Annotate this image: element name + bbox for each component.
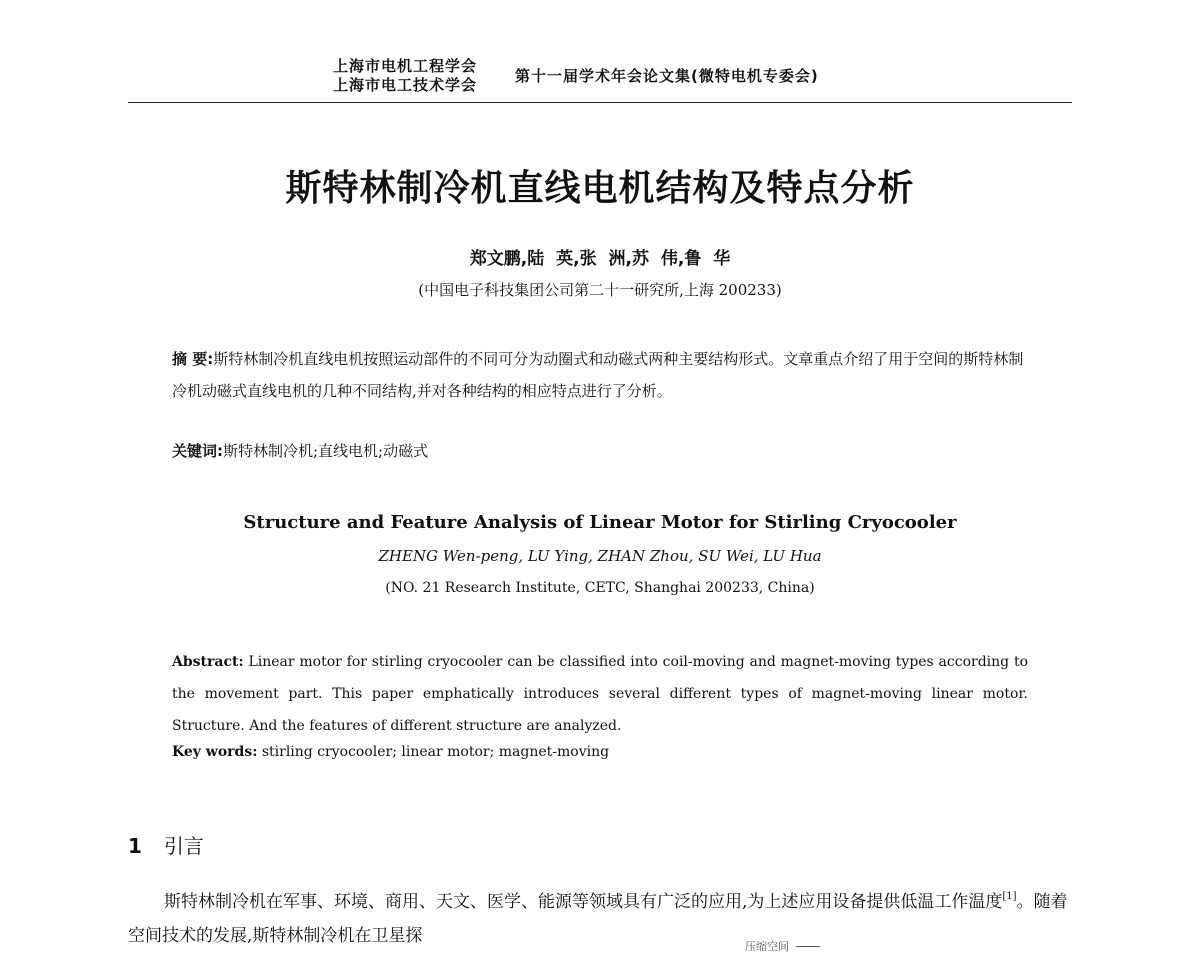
keywords-cn [172,440,428,461]
keywords-en-label: Key words: [172,744,258,760]
abstract-cn [172,343,1032,407]
header-society-2: 上海市电工技术学会 [333,76,478,94]
section-title: 引言 [163,834,204,858]
paper-title: 斯特林制冷机直线电机结构及特点分析 [285,168,915,209]
citation-ref: [1] [1002,891,1017,902]
header-societies [333,57,477,95]
header-rule [128,102,1072,103]
english-title: Structure and Feature Analysis of Linear Motor for Stirling Cryocooler [243,512,957,533]
intro-paragraph [128,880,1073,953]
abstract-en-text: Linear motor for stirling cryocooler can be classified into coil-moving and magnet-moving types according to the movement part. This paper emphatically introduces several different types of magnet-moving linear motor. Structure. And the features of different structure are analyzed. [172,654,1028,734]
keywords-cn-text: 斯特林制冷机;直线电机;动磁式 [223,442,429,460]
intro-text-2: 。随着空间技术的发展,斯特林制冷机在卫星探 [128,892,1068,946]
english-authors: ZHENG Wen-peng, LU Ying, ZHAN Zhou, SU Wei, LU Hua [378,547,822,565]
abstract-cn-text: 斯特林制冷机直线电机按照运动部件的不同可分为动圈式和动磁式两种主要结构形式。文章重点介绍了用于空间的斯特林制冷机动磁式直线电机的几种不同结构,并对各种结构的相应特点进行了分析。 [172,350,1024,400]
keywords-cn-label: 关键词: [172,442,223,460]
header-society-1: 上海市电机工程学会 [333,57,478,75]
abstract-en-label: Abstract: [172,654,244,670]
keywords-en [172,744,609,760]
affiliation: (中国电子科技集团公司第二十一研究所,上海 200233) [418,281,782,299]
keywords-en-text: stirling cryocooler; linear motor; magnet-moving [261,744,610,760]
header-proceedings: 第十一届学术年会论文集(微特电机专委会) [515,67,819,85]
english-affiliation: (NO. 21 Research Institute, CETC, Shanghai 200233, China) [385,580,815,596]
intro-text-1: 斯特林制冷机在军事、环境、商用、天文、医学、能源等领域具有广泛的应用,为上述应用设备提供低温工作温度 [164,892,1003,912]
figure-leader-line [796,946,820,947]
abstract-cn-label: 摘 要: [172,350,214,368]
section-number: 1 [128,834,142,858]
section-heading-intro [128,830,204,859]
authors: 郑文鹏,陆 英,张 洲,苏 伟,鲁 华 [469,249,731,269]
figure-label: 压缩空间 [745,940,789,953]
abstract-en [172,646,1028,742]
